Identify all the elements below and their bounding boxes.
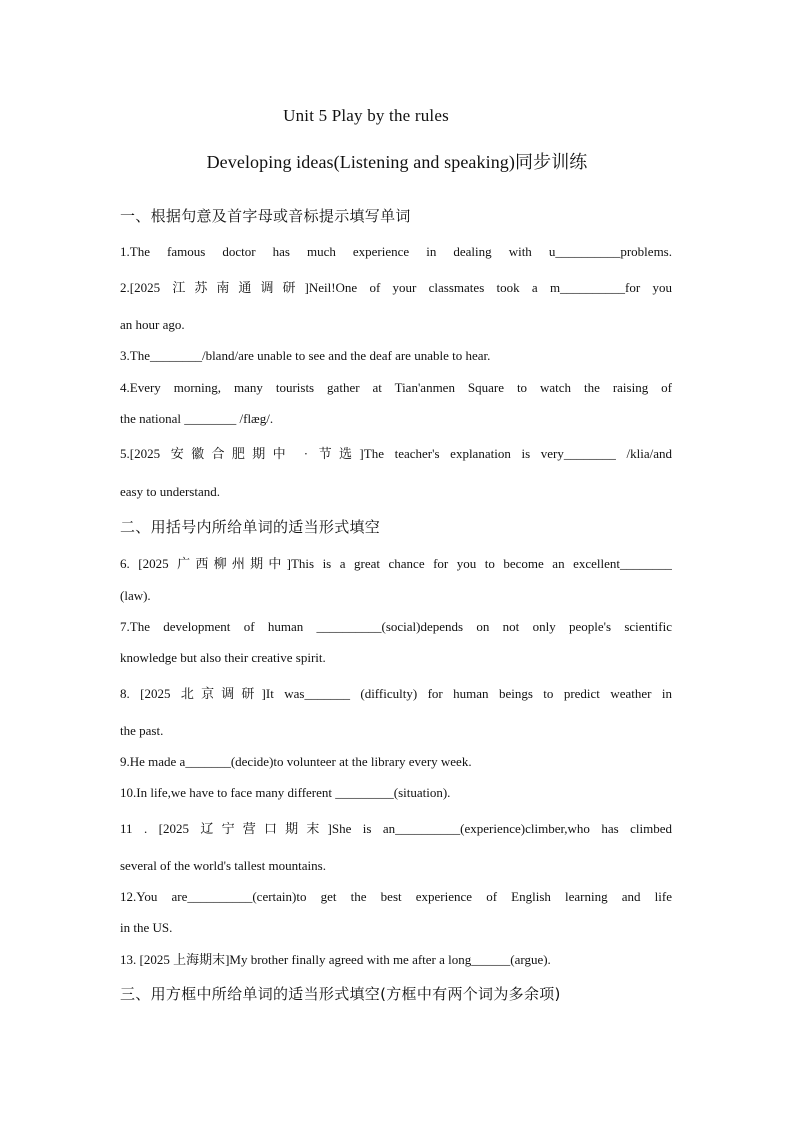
section-2-heading: 二、用括号内所给单词的适当形式填空 <box>120 518 381 536</box>
exercise-line: in the US. <box>120 920 173 935</box>
section-1-heading: 一、根据句意及首字母或音标提示填写单词 <box>120 207 411 225</box>
exercise-line: knowledge but also their creative spirit. <box>120 650 326 665</box>
unit-title: Unit 5 Play by the rules <box>283 106 449 125</box>
exercise-line: 2.[2025 江苏南通调研]Neil!One of your classmates took a m__________for you <box>120 280 672 295</box>
exercise-line: 12.You are__________(certain)to get the best experience of English learning and life <box>120 889 672 904</box>
exercise-line: 10.In life,we have to face many different _________(situation). <box>120 785 451 800</box>
exercise-line: 4.Every morning, many tourists gather at Tian'anmen Square to watch the raising of <box>120 380 672 395</box>
exercise-line: 6. [2025 广西柳州期中]This is a great chance for you to become an excellent________ <box>120 556 672 571</box>
section-3-heading: 三、用方框中所给单词的适当形式填空(方框中有两个词为多余项) <box>120 985 561 1003</box>
exercise-line: 1.The famous doctor has much experience in dealing with u__________problems. <box>120 244 672 259</box>
lesson-subtitle: Developing ideas(Listening and speaking)同步训练 <box>206 152 588 172</box>
exercise-line: several of the world's tallest mountains. <box>120 858 326 873</box>
exercise-line: 11 . [2025 辽宁营口期末]She is an__________(experience)climber,who has climbed <box>120 821 672 836</box>
exercise-line: 5.[2025 安徽合肥期中 · 节选]The teacher's explanation is very________ /klia/and <box>120 446 672 461</box>
exercise-line: 3.The________/bland/are unable to see and the deaf are unable to hear. <box>120 348 491 363</box>
exercise-line: 8. [2025 北京调研]It was_______ (difficulty) for human beings to predict weather in <box>120 686 672 701</box>
exercise-line: 13. [2025 上海期末]My brother finally agreed with me after a long______(argue). <box>120 952 551 967</box>
exercise-line: an hour ago. <box>120 317 185 332</box>
exercise-line: (law). <box>120 588 151 603</box>
exercise-line: the past. <box>120 723 164 738</box>
exercise-line: 7.The development of human __________(social)depends on not only people's scientific <box>120 619 672 634</box>
exercise-line: 9.He made a_______(decide)to volunteer at the library every week. <box>120 754 472 769</box>
exercise-line: easy to understand. <box>120 484 221 499</box>
exercise-line: the national ________ /flæg/. <box>120 411 274 426</box>
